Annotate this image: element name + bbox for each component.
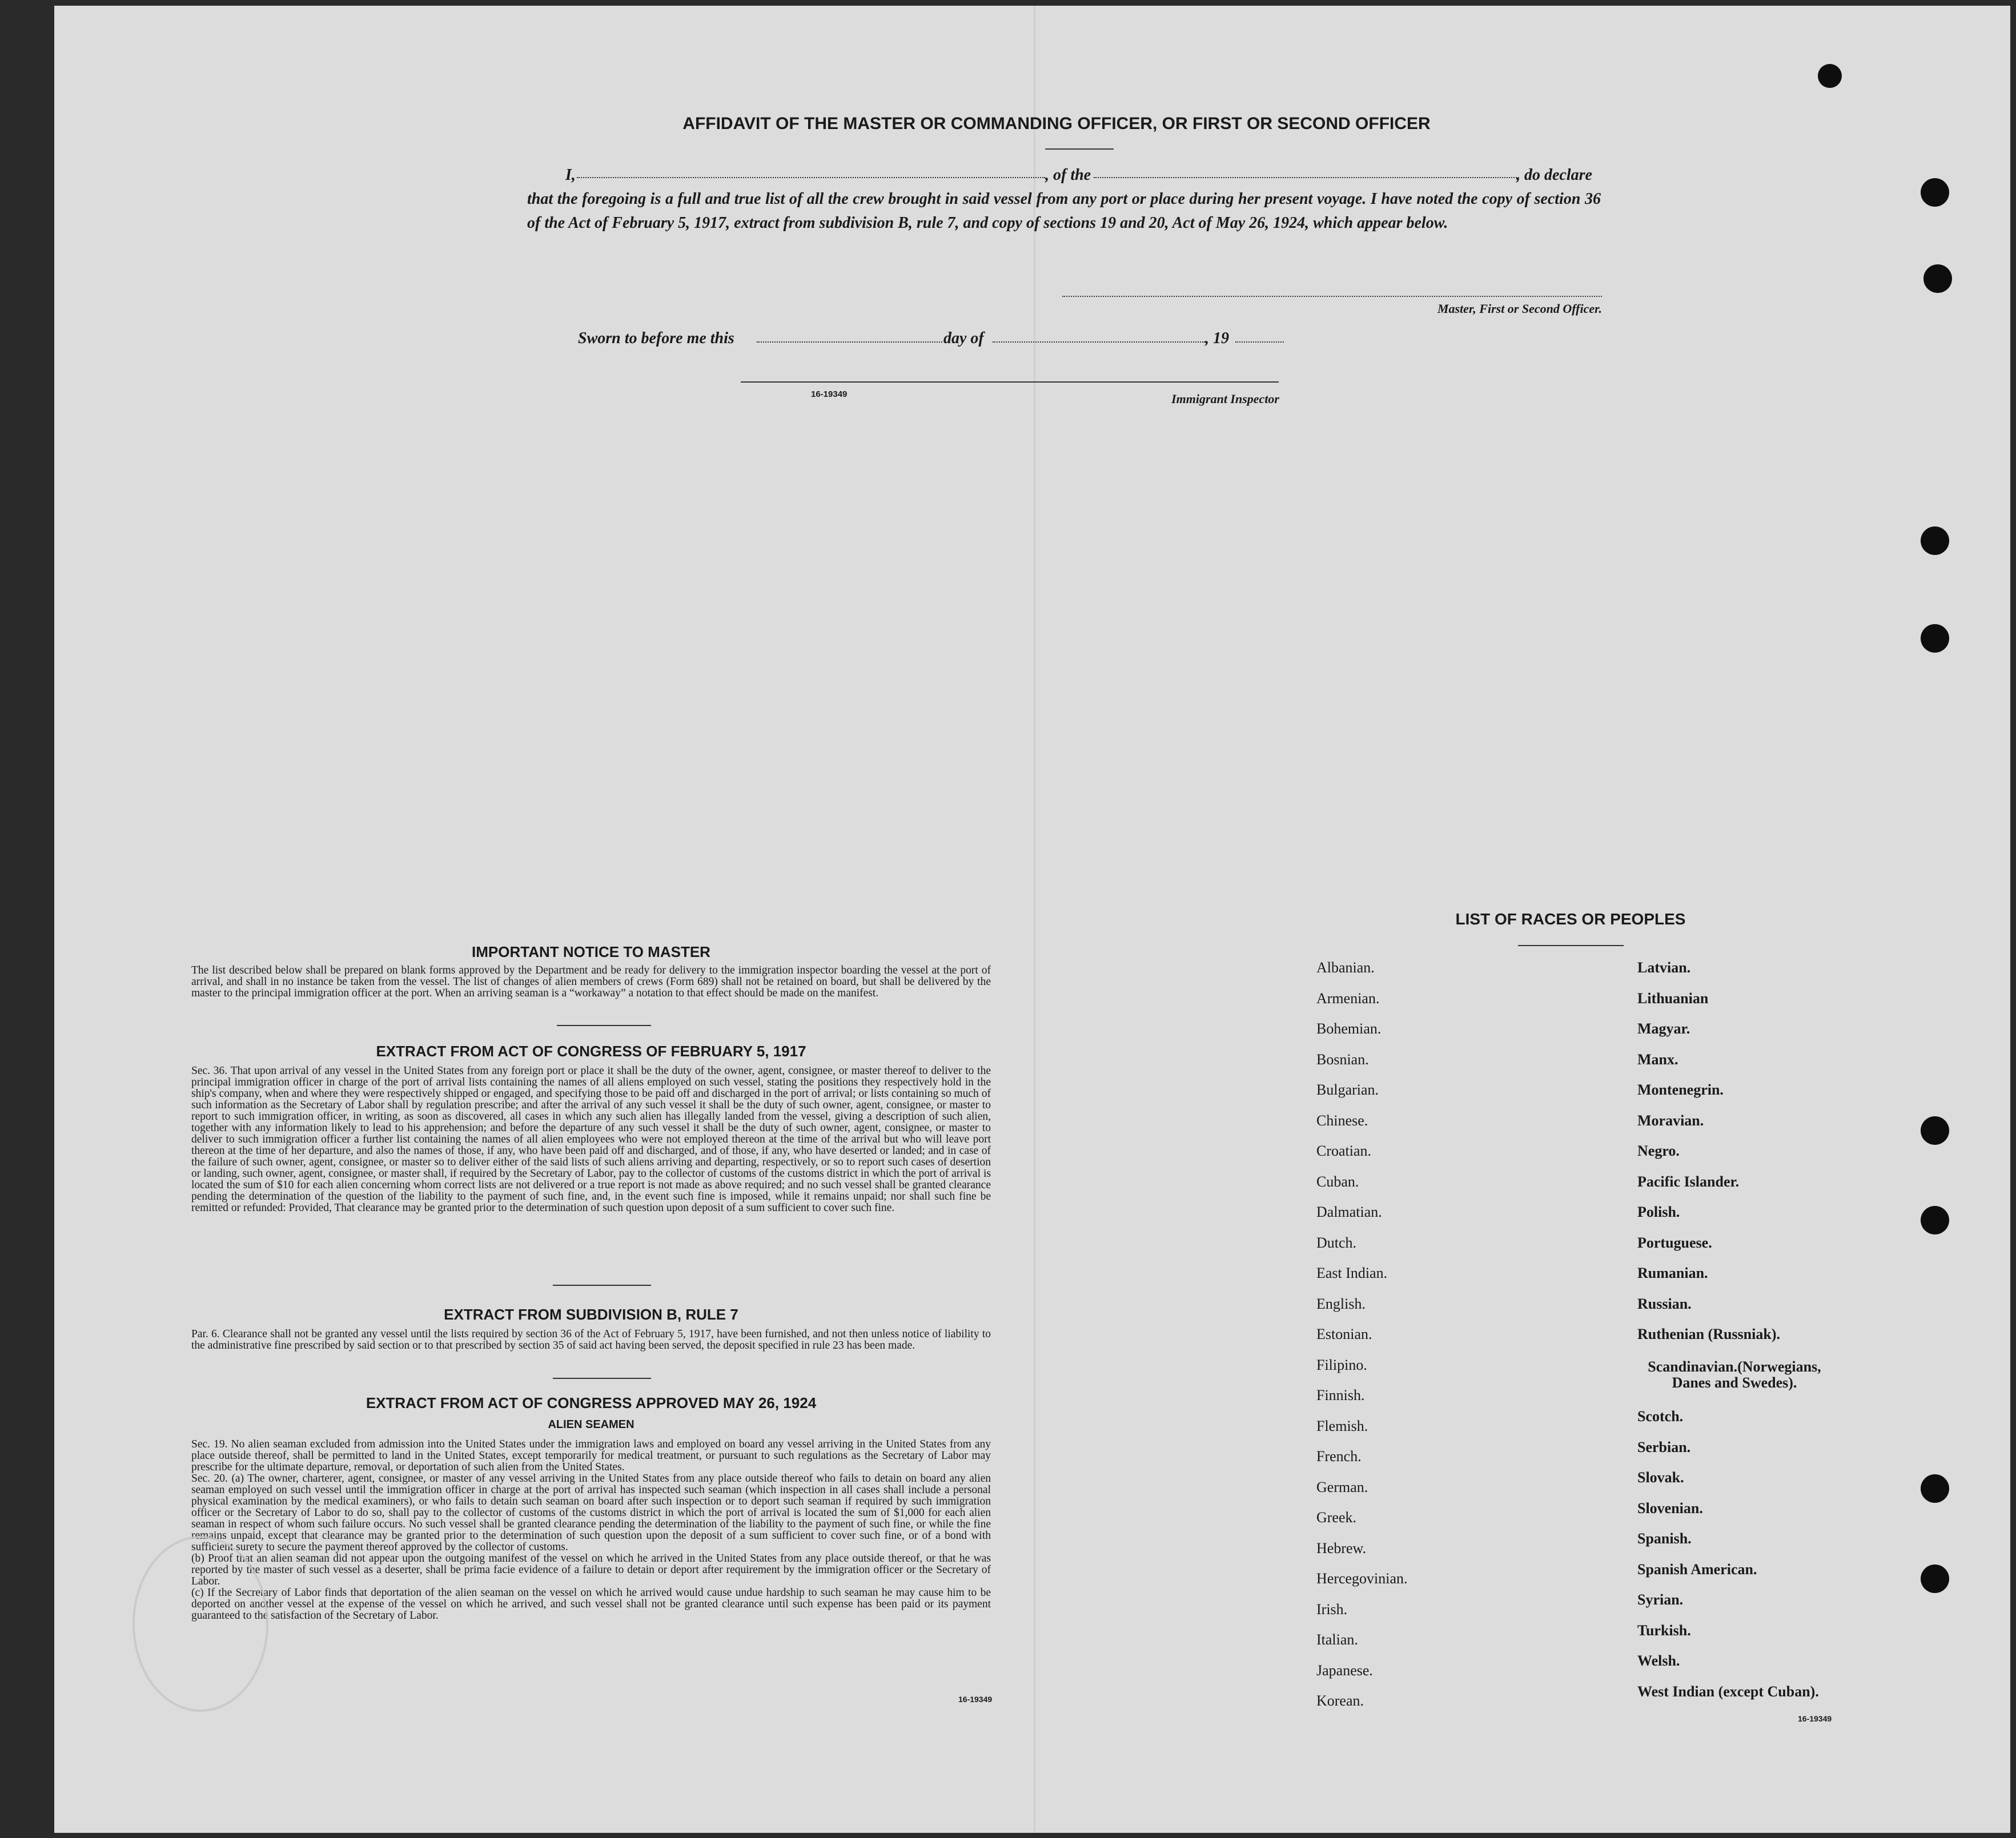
divider	[553, 1285, 651, 1286]
affidavit-title: AFFIDAVIT OF THE MASTER OR COMMANDING OFFICER, OR FIRST OR SECOND OFFICER	[682, 114, 1431, 133]
race-item: Latvian.	[1637, 959, 1691, 976]
punch-hole	[1923, 264, 1952, 293]
page-fold	[1034, 6, 1035, 1833]
race-item: Chinese.	[1316, 1112, 1368, 1129]
race-item: Spanish American.	[1637, 1561, 1757, 1578]
day-of-label: day of	[943, 329, 984, 347]
punch-hole	[1921, 624, 1949, 653]
race-item: Ruthenian (Russniak).	[1637, 1326, 1780, 1342]
race-item: Bosnian.	[1316, 1051, 1369, 1068]
race-item: Finnish.	[1316, 1387, 1365, 1403]
master-signature-line[interactable]	[1062, 296, 1602, 297]
rule7-title: EXTRACT FROM SUBDIVISION B, RULE 7	[444, 1306, 738, 1323]
race-item: Scandinavian.(Norwegians, Danes and Swedes).	[1648, 1358, 1821, 1391]
race-item: Dutch.	[1316, 1234, 1357, 1251]
embossed-seal	[132, 1536, 268, 1712]
race-item: French.	[1316, 1448, 1362, 1465]
race-item: Spanish.	[1637, 1530, 1692, 1547]
race-item: Estonian.	[1316, 1326, 1372, 1342]
sworn-year-line[interactable]	[1235, 341, 1284, 343]
affiant-label: I,	[565, 166, 576, 184]
extract-1924-sections	[191, 1439, 991, 1622]
race-item: Slovenian.	[1637, 1499, 1703, 1517]
affiant-name-line[interactable]	[577, 177, 1045, 178]
race-item: Bohemian.	[1316, 1020, 1382, 1037]
race-item: Rumanian.	[1637, 1265, 1708, 1281]
race-item: Irish.	[1316, 1600, 1348, 1618]
divider	[557, 1025, 651, 1026]
punch-hole	[1921, 1474, 1949, 1503]
rule7-text: Par. 6. Clearance shall not be granted any vessel until the lists required by section 36 of the Act of February 5, 1917, have been furnished, and not then unless notice of liability to the administrative fine prescribed by said section or to that prescribed by section 35 of said act having been served, the deposit specified in rule 23 has been made.	[191, 1328, 991, 1352]
race-item: Italian.	[1316, 1631, 1358, 1648]
punch-hole	[1921, 526, 1949, 555]
race-item: Greek.	[1316, 1509, 1357, 1526]
race-item: East Indian.	[1316, 1265, 1388, 1281]
race-item: Slovak.	[1637, 1469, 1684, 1486]
race-item: Armenian.	[1316, 990, 1380, 1007]
race-item: West Indian (except Cuban).	[1637, 1683, 1819, 1700]
races-title: LIST OF RACES OR PEOPLES	[1455, 910, 1686, 928]
divider	[1045, 148, 1114, 150]
race-item: Russian.	[1637, 1295, 1692, 1312]
race-item: Magyar.	[1637, 1020, 1690, 1037]
punch-hole	[1921, 1564, 1949, 1593]
race-item: Moravian.	[1637, 1112, 1704, 1129]
race-item: Manx.	[1637, 1051, 1678, 1068]
race-item: German.	[1316, 1478, 1368, 1495]
of-the-label: , of the	[1045, 166, 1091, 184]
sec-20b-text: (b) Proof that an alien seaman did not appear upon the outgoing manifest of the vessel on which he arrived in the United States from any place outside thereof, or that he was reported by the master of such vessel as a deserter, shall be prima facie evidence of a failure to detain or deport after requirement by the immigration officer or the Secretary of Labor.	[191, 1553, 991, 1587]
affidavit-body: that the foregoing is a full and true list of all the crew brought in said vessel from any port or place during her present voyage. I have noted the copy of section 36 of the Act of February 5, 1917, extract from subdivision B, rule 7, and copy of sections 19 and 20, Act of May 26, 1924, which appear below.	[527, 190, 1601, 232]
race-item: Welsh.	[1637, 1652, 1680, 1670]
race-item: Albanian.	[1316, 959, 1375, 976]
race-item: Bulgarian.	[1316, 1081, 1379, 1098]
race-item: Japanese.	[1316, 1662, 1373, 1679]
race-item: Polish.	[1637, 1204, 1680, 1220]
sec-20c-text: (c) If the Secretary of Labor finds that deportation of the alien seaman on the vessel on which he arrived would cause undue hardship to such seaman he may cause him to be deported on another vessel at the expense of the vessel on which he arrived, and such vessel shall not be granted clearance until such expense has been paid or its payment guaranteed to the satisfaction of the Secretary of Labor.	[191, 1587, 991, 1622]
race-item: Syrian.	[1637, 1591, 1684, 1608]
alien-seamen-subtitle: ALIEN SEAMEN	[548, 1418, 634, 1431]
punch-hole	[1921, 1206, 1949, 1234]
race-item: Lithuanian	[1637, 990, 1709, 1007]
race-item: Croatian.	[1316, 1143, 1372, 1159]
sworn-day-line[interactable]	[757, 341, 942, 343]
race-item: English.	[1316, 1295, 1366, 1312]
form-number: 16-19349	[1798, 1714, 1832, 1723]
form-number: 16-19349	[811, 389, 848, 399]
punch-hole	[1921, 1116, 1949, 1145]
sworn-label: Sworn to before me this	[578, 329, 734, 347]
race-item: Portuguese.	[1637, 1234, 1712, 1251]
master-label: Master, First or Second Officer.	[1437, 301, 1602, 316]
race-item: Cuban.	[1316, 1173, 1359, 1190]
year-label: , 19	[1205, 329, 1229, 347]
race-item: Hercegovinian.	[1316, 1570, 1408, 1587]
race-item: Montenegrin.	[1637, 1081, 1724, 1098]
punch-hole	[1818, 64, 1842, 88]
notice-title: IMPORTANT NOTICE TO MASTER	[472, 943, 710, 960]
race-item: Scotch.	[1637, 1408, 1684, 1425]
vessel-name-line[interactable]	[1094, 177, 1519, 178]
race-item: Negro.	[1637, 1143, 1680, 1159]
inspector-label: Immigrant Inspector	[1171, 392, 1279, 406]
divider	[553, 1378, 651, 1379]
do-declare-label: , do declare	[1516, 166, 1592, 184]
notice-text: The list described below shall be prepared on blank forms approved by the Department and be ready for delivery to the immigration inspector boarding the vessel at the port of arrival, and shall in no instance be taken from the vessel. The list of changes of alien members of crews (Form 689) shall not be retained on board, but shall be delivered by the master to the principal immigration officer at the port. When an arriving seaman is a “workaway” a notation to that effect should be made on the manifest.	[191, 964, 991, 999]
divider	[1518, 945, 1624, 946]
extract-1924-title: EXTRACT FROM ACT OF CONGRESS APPROVED MAY 26, 1924	[366, 1394, 817, 1411]
race-item: Filipino.	[1316, 1356, 1367, 1373]
extract-1917-title: EXTRACT FROM ACT OF CONGRESS OF FEBRUARY 5, 1917	[376, 1043, 806, 1060]
race-item: Hebrew.	[1316, 1539, 1367, 1557]
race-item: Serbian.	[1637, 1438, 1691, 1455]
race-item: Flemish.	[1316, 1417, 1368, 1434]
sworn-month-line[interactable]	[993, 341, 1205, 343]
race-item: Turkish.	[1637, 1622, 1691, 1639]
sec-19-text: Sec. 19. No alien seaman excluded from admission into the United States under the immigration laws and employed on board any vessel arriving in the United States from any place outside thereof, shall be permitted to land in the United States, except temporarily for medical treatment, or pursuant to such regulations as the Secretary of Labor may prescribe for the ultimate departure, removal, or deportation of such alien from the United States.	[191, 1438, 991, 1473]
race-item: Dalmatian.	[1316, 1204, 1382, 1220]
form-number: 16-19349	[958, 1695, 993, 1704]
punch-hole	[1921, 178, 1949, 207]
race-item: Pacific Islander.	[1637, 1173, 1740, 1190]
sec-20a-text: Sec. 20. (a) The owner, charterer, agent, consignee, or master of any vessel arriving in the United States from any place outside thereof who fails to detain on board any alien seaman employed on such vessel until the immigration officer in charge at the port of arrival has inspected such seaman (which inspection in all cases shall include a personal physical examination by the medical examiners), or who fails to detain such seaman on board after such inspection or to deport such seaman if required by such immigration officer or the Secretary of Labor to do so, shall pay to the collector of customs of the customs district in which the port of arrival is located the sum of $1,000 for each alien seaman in respect of whom such failure occurs. No such vessel shall be granted clearance pending the determination of the liability to the payment of such fine, or while the fine remains unpaid, except that clearance may be granted prior to the determination of such question upon the deposit of a sum sufficient to cover such fine, or of a bond with sufficient surety to secure the payment thereof approved by the collector of customs.	[191, 1473, 991, 1553]
inspector-signature-line[interactable]	[741, 381, 1279, 383]
race-item: Korean.	[1316, 1692, 1364, 1709]
extract-1917-text: Sec. 36. That upon arrival of any vessel in the United States from any foreign port or place it shall be the duty of the owner, agent, consignee, or master thereof to deliver to the principal immigration officer in charge of the port of arrival lists containing the names of all aliens employed on such vessel, stating the positions they respectively hold in the ship's company, when and where they were respectively shipped or engaged, and specifying those to be paid off and discharged in the port of arrival; or lists containing so much of such information as the Secretary of Labor shall by regulation prescribe; and after the arrival of any such vessel it shall be the duty of such owner, agent, consignee, or master to report to such immigration officer, in writing, as soon as discovered, all cases in which any such alien has illegally landed from the vessel, giving a description of such alien, together with any information likely to lead to his apprehension; and before the departure of any such vessel it shall be the duty of such owner, agent, consignee, or master to deliver to such immigration officer a further list containing the names of all alien employees who were not employed thereon at the time of the arrival but who will leave port thereon at the time of her departure, and also the names of those, if any, who have been paid off and discharged, and of those, if any, who have deserted or landed; and in case of the failure of such owner, agent, consignee, or master so to deliver either of the said lists of such aliens arriving and departing, respectively, or so to report such cases of desertion or landing, such owner, agent, consignee, or master shall, if required by the Secretary of Labor, pay to the collector of customs of the customs district in which the port of arrival is located the sum of $10 for each alien concerning whom correct lists are not delivered or a true report is not made as above required; and no such vessel shall be granted clearance pending the determination of the question of the liability to the payment of such fine, and, in the event such fine is imposed, while it remains unpaid; nor shall such fine be remitted or refunded: Provided, That clearance may be granted prior to the determination of such question upon deposit of a sum sufficient to cover such fine.	[191, 1065, 991, 1214]
